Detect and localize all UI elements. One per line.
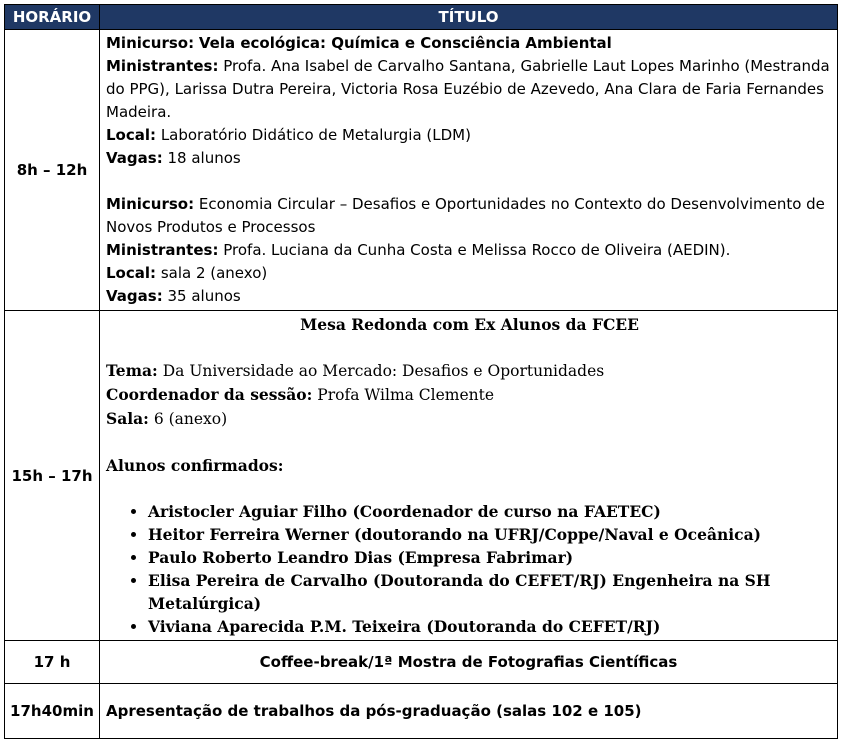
row-time: 8h – 12h xyxy=(5,30,100,311)
table-row xyxy=(5,641,838,684)
seats-label: Vagas: xyxy=(106,149,163,167)
coordinator-label: Coordenador da sessão: xyxy=(106,385,313,404)
location-label: Local: xyxy=(106,126,157,144)
schedule-table xyxy=(4,4,838,739)
seats-label: Vagas: xyxy=(106,287,163,305)
spacer xyxy=(106,431,833,454)
row-content: Coffee-break/1ª Mostra de Fotografias Científicas xyxy=(100,641,838,684)
course-seats-line xyxy=(106,285,833,308)
course-instructors-line xyxy=(106,55,833,124)
course-location-line xyxy=(106,262,833,285)
seats: 35 alunos xyxy=(167,287,241,305)
list-item: • Viviana Aparecida P.M. Teixeira (Doutoranda do CEFET/RJ) xyxy=(148,615,833,638)
coordinator-line xyxy=(106,383,833,407)
instructors: Profa. Luciana da Cunha Costa e Melissa Rocco de Oliveira (AEDIN). xyxy=(223,241,731,259)
theme-line xyxy=(106,359,833,383)
course-title-label: Minicurso: xyxy=(106,195,195,213)
spacer xyxy=(106,336,833,359)
seats: 18 alunos xyxy=(167,149,241,167)
room: 6 (anexo) xyxy=(153,410,228,428)
course-location-line xyxy=(106,124,833,147)
course-title-line xyxy=(106,193,833,239)
instructors: Profa. Ana Isabel de Carvalho Santana, Gabrielle Laut Lopes Marinho (Mestranda do PPG), Larissa Dutra Pereira, Victoria Rosa Euzébio de Azevedo, Ana Clara de Faria Fernandes Madeira. xyxy=(106,57,830,121)
list-item: • Heitor Ferreira Werner (doutorando na UFRJ/Coppe/Naval e Oceânica) xyxy=(148,523,833,546)
spacer xyxy=(106,477,833,500)
table-row xyxy=(5,311,838,641)
course-seats-line xyxy=(106,147,833,170)
row-content xyxy=(100,311,838,641)
list-item: • Elisa Pereira de Carvalho (Doutoranda do CEFET/RJ) Engenheira na SH Metalúrgica) xyxy=(148,569,833,615)
students-list xyxy=(106,500,833,638)
instructors-label: Ministrantes: xyxy=(106,57,219,75)
course-title: Vela ecológica: Química e Consciência Ambiental xyxy=(198,34,612,52)
round-table-heading: Mesa Redonda com Ex Alunos da FCEE xyxy=(300,315,639,334)
row-time: 15h – 17h xyxy=(5,311,100,641)
instructors-label: Ministrantes: xyxy=(106,241,219,259)
location: sala 2 (anexo) xyxy=(160,264,268,282)
header-row xyxy=(5,5,838,30)
theme-label: Tema: xyxy=(106,361,158,380)
coordinator: Profa Wilma Clemente xyxy=(317,386,495,404)
course-title: Economia Circular – Desafios e Oportunidades no Contexto do Desenvolvimento de Novos Produtos e Processos xyxy=(106,195,825,236)
spacer xyxy=(106,170,833,193)
row-content xyxy=(100,30,838,311)
row-time: 17h40min xyxy=(5,684,100,739)
row-content: Apresentação de trabalhos da pós-graduação (salas 102 e 105) xyxy=(100,684,838,739)
location-label: Local: xyxy=(106,264,157,282)
students-label: Alunos confirmados: xyxy=(106,456,284,475)
table-row xyxy=(5,684,838,739)
header-time: HORÁRIO xyxy=(5,5,100,30)
list-item: • Paulo Roberto Leandro Dias (Empresa Fabrimar) xyxy=(148,546,833,569)
header-title: TÍTULO xyxy=(100,5,838,30)
room-label: Sala: xyxy=(106,409,149,428)
theme: Da Universidade ao Mercado: Desafios e Oportunidades xyxy=(162,362,605,380)
list-item: • Aristocler Aguiar Filho (Coordenador de curso na FAETEC) xyxy=(148,500,833,523)
room-line xyxy=(106,407,833,431)
table-row xyxy=(5,30,838,311)
location: Laboratório Didático de Metalurgia (LDM) xyxy=(160,126,471,144)
row-time: 17 h xyxy=(5,641,100,684)
course-title-label: Minicurso: xyxy=(106,34,195,52)
course-title-line xyxy=(106,32,833,55)
course-instructors-line xyxy=(106,239,833,262)
